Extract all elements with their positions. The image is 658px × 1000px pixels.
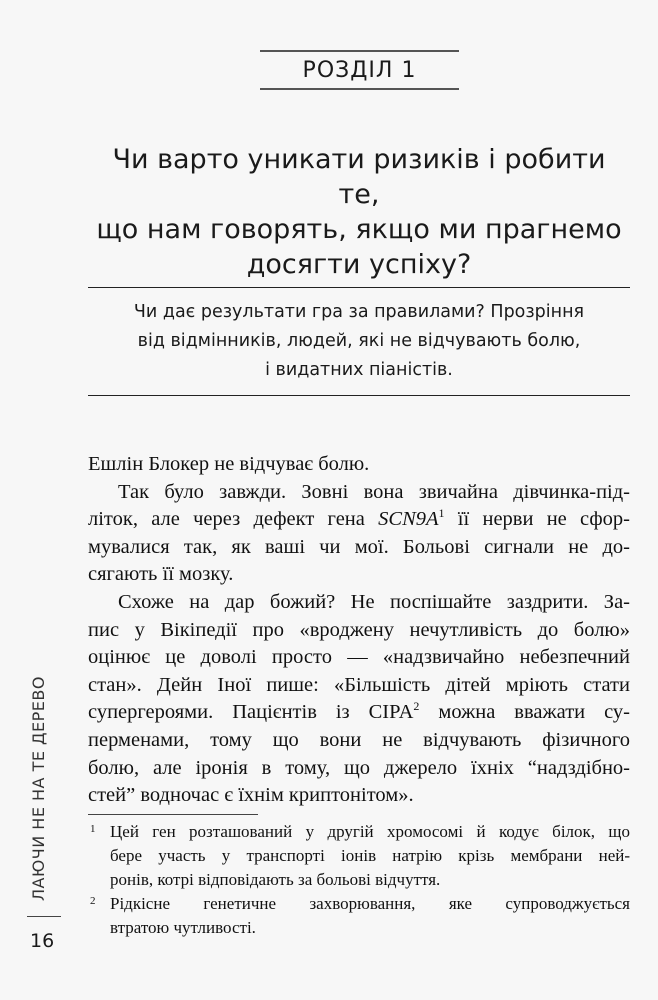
footnotes [88,820,630,940]
body-line: Схоже на дар божий? Не поспішайте заздрити. За- [118,590,630,613]
chapter-label: РОЗДІЛ 1 [302,57,417,83]
body-line: Так було завжди. Зовні вона звичайна дівчинка-під- [118,480,630,503]
chapter-label-box [260,50,459,90]
paragraph-1: Ешлін Блокер не відчуває болю. [88,453,370,475]
body-line: оцінює це доволі просто — «надзвичайно небезпечний [88,646,630,669]
body-text-span: супергероями. Пацієнтів із CIPA [88,701,414,724]
body-line: болю, але іронія в тому, що джерело їхніх “надздібно- [88,756,630,779]
chapter-subtitle-line: від відмінників, людей, які не відчувають болю, [137,331,581,351]
body-line: мувалися так, як ваші чи мої. Больові сигнали не до- [88,535,630,558]
body-line: сягають її мозку. [88,563,234,586]
running-head-divider [27,916,61,917]
paragraph-2 [88,479,630,589]
footnote-line: Цей ген розташований у другій хромосомі й кодує білок, що [110,822,630,841]
footnote-ref-1[interactable]: 1 [438,506,445,521]
paragraph-3 [88,589,630,810]
footnote-line: втратою чутливості. [110,918,256,937]
page-number: 16 [30,930,55,952]
footnote-number: 1 [90,823,96,835]
body-text-span: її нерви не сфор- [444,508,631,531]
chapter-subtitle-line: і видатних піаністів. [265,360,453,380]
running-head [27,670,49,906]
footnote-line: ронів, котрі відповідають за больові відчуття. [110,870,441,889]
body-text-span: літок, але через дефект гена [88,508,379,531]
chapter-title-line: досягти успіху? [246,249,472,280]
chapter-title-line: Чи варто уникати ризиків і робити те, [112,144,606,210]
body-line: стей” водночас є їхнім криптонітом». [88,784,414,807]
body-line: пис у Вікіпедії про «вроджену нечутливість до болю» [88,618,630,641]
body-line [88,699,630,727]
footnote-line: бере участь у транспорті іонів натрію крізь мембрани ней- [110,846,630,865]
footnote-ref-2[interactable]: 2 [413,699,420,714]
footnote-divider [88,814,258,815]
body-text [88,451,630,810]
body-line [88,506,630,534]
footnote-2 [88,892,630,940]
body-line: перменами, тому що вони не відчувають фізичного [88,728,630,751]
gene-name: SCN9A [378,508,439,531]
chapter-subtitle-box [88,287,630,396]
chapter-subtitle-line: Чи дає результати гра за правилами? Прозріння [133,302,585,322]
footnote-line: Рідкісне генетичне захворювання, яке супроводжується [110,894,630,913]
footnote-1 [88,820,630,892]
body-line: стан». Дейн Іної пише: «Більшість дітей мріють стати [88,673,630,696]
running-head-text: ЛАЮЧИ НЕ НА ТЕ ДЕРЕВО [28,675,48,901]
body-text-span: можна вважати су- [419,701,630,724]
footnote-number: 2 [90,895,96,907]
chapter-title [88,142,630,282]
chapter-title-line: що нам говорять, якщо ми прагнемо [96,214,622,245]
